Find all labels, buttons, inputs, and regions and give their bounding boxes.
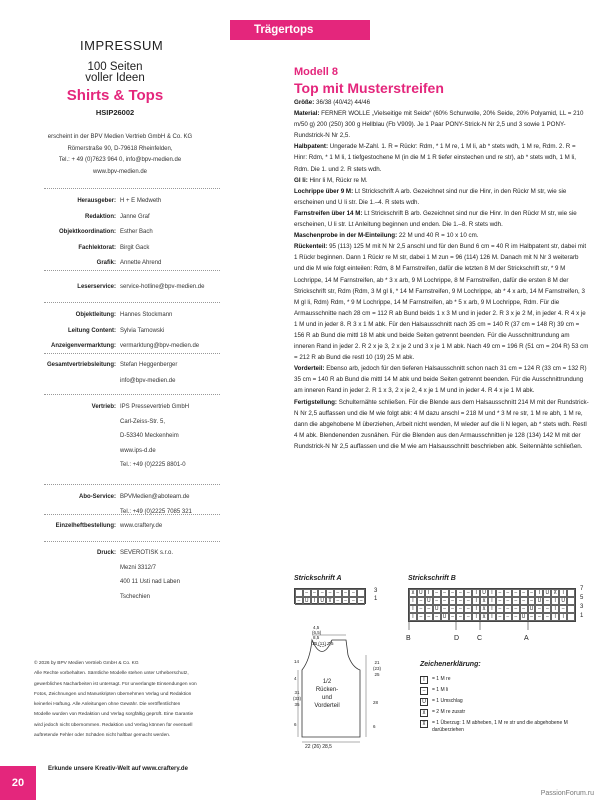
management-block [20, 310, 225, 353]
chart-cell: – [512, 597, 520, 605]
kv-row: Leitung Content: Sylvia Tarnowski [68, 327, 165, 334]
chart-cell: I [472, 605, 480, 613]
chart-cell: – [520, 605, 528, 613]
dim-top: 8,5 [313, 635, 320, 640]
chart-cell: – [528, 597, 536, 605]
einzel-block [20, 521, 225, 533]
chart-cell: U [480, 589, 488, 597]
chart-cell: – [425, 605, 433, 613]
kv-row: Druck: SEVEROTISK s.r.o. [96, 550, 174, 556]
chart-cell: – [449, 597, 457, 605]
chart-cell: – [504, 597, 512, 605]
legend-item: – = 1 M li [420, 687, 448, 695]
chart-cell: I [425, 589, 433, 597]
chart-cell: – [543, 605, 551, 613]
chart-cell: I [551, 613, 559, 621]
page-number: 20 [0, 766, 36, 800]
chart-cell: – [417, 613, 425, 621]
chart-b-row: 7 [580, 586, 584, 592]
chart-cell: – [318, 589, 326, 597]
abo-block: Abo-Service: BPVMedien@aboteam.de Tel.: +49 (0)2225 7085 321 [20, 492, 225, 518]
chart-b-marker-c: C [477, 635, 483, 642]
chart-b-marker-d: D [454, 635, 460, 642]
chart-cell: – [357, 597, 365, 605]
chart-cell: – [441, 589, 449, 597]
chart-cell: – [535, 613, 543, 621]
k2tog-symbol-icon: ⊻ [420, 709, 428, 717]
dim-right-2: 28 [373, 700, 379, 705]
kv-row: Abo-Service: BPVMedien@aboteam.de [78, 494, 190, 500]
publisher-line: erscheint in der BPV Medien Vertrieb GmbH & Co. KG [47, 134, 193, 140]
chart-cell: I [472, 613, 480, 621]
chart-cell: I [488, 605, 496, 613]
chart-cell: – [464, 613, 472, 621]
chart-cell: I [535, 589, 543, 597]
instruction-paragraph: Vorderteil: Ebenso arb, jedoch für den tieferen Halsausschnitt schon nach 31 cm = 124 R (33 cm = 132 R) 35 cm = 140 R ab Bund die mittl 14 M abk und beide Seiten getrennt beenden. Für die Ausschnittrundung am inneren Rand in jeder 2. R 1 x 3, 2 x je 2, 4 x je 1 M und in jeder 4. R 4 x je 1 M abk. [294, 365, 587, 395]
chart-cell: – [349, 597, 357, 605]
chart-cell: I [409, 597, 417, 605]
chart-cell: ⊻ [480, 597, 488, 605]
chart-cell: – [464, 597, 472, 605]
chart-a-label: Strickschrift A [294, 575, 342, 582]
chart-cell: I [488, 613, 496, 621]
headline-line-2: voller Ideen [85, 72, 145, 84]
chart-cell: – [504, 605, 512, 613]
chart-cell: – [512, 613, 520, 621]
divider [44, 484, 220, 485]
chart-b-label: Strickschrift B [408, 575, 456, 582]
chart-cell [567, 597, 575, 605]
chart-cell: – [311, 589, 319, 597]
dim-left-2: 4 [294, 676, 297, 681]
issue-heading [45, 62, 185, 117]
chart-cell [567, 589, 575, 597]
leserservice-block [20, 282, 225, 294]
chart-cell: I [472, 589, 480, 597]
chart-cell: – [456, 605, 464, 613]
chart-cell [567, 613, 575, 621]
issue-code: HSIP26002 [95, 108, 135, 117]
chart-cell: U [441, 613, 449, 621]
instruction-paragraph: Lochrippe über 9 M: Lt Strickschrift A arb. Gezeichnet sind nur die Hinr, in den Rückr M str, wie sie erscheinen und U li str. Die 1.–4. R stets wdh. [294, 187, 567, 206]
chart-cell: – [441, 605, 449, 613]
chart-cell [567, 605, 575, 613]
chart-cell: – [528, 613, 536, 621]
kv-row: Leserservice: service-hotline@bpv-medien.de [77, 284, 205, 290]
chart-cell: U [425, 597, 433, 605]
chart-cell: – [456, 597, 464, 605]
chart-cell: U [559, 597, 567, 605]
chart-a-row-1: 1 [374, 596, 378, 602]
chart-b-marker-b: B [406, 635, 411, 642]
vertrieb-block: Vertrieb: IPS Pressevertrieb GmbH Carl-Zeiss-Str. 5, D-53340 Meckenheim www.ips-d.de Tel.: +49 (0)2225 8801-0 [20, 402, 225, 472]
skp-symbol-icon: ⊼ [420, 720, 428, 728]
chart-cell: – [441, 597, 449, 605]
chart-cell: – [433, 589, 441, 597]
chart-cell: – [342, 597, 350, 605]
chart-cell: ⊼ [551, 589, 559, 597]
chart-cell: – [342, 589, 350, 597]
chart-cell: U [303, 597, 311, 605]
product-name: Shirts & Tops [66, 87, 164, 104]
legend-title: Zeichenerklärung: [420, 661, 481, 668]
chart-cell: – [496, 613, 504, 621]
chart-cell: I [472, 597, 480, 605]
chart-cell: I [409, 605, 417, 613]
publisher-info [20, 132, 220, 178]
legend-item: ⊼ = 1 Überzug: 1 M abheben, 1 M re str und die abgehobene M darüberziehen [420, 720, 590, 734]
kv-row: Redaktion: Janne Graf [84, 213, 150, 220]
dim-right-3: 6 [373, 724, 376, 729]
chart-cell: – [504, 589, 512, 597]
chart-cell: I [488, 589, 496, 597]
instruction-paragraph: Maschenprobe in der M-Einteilung: 22 M und 40 R = 10 x 10 cm. [294, 232, 479, 240]
dim-left-1: 14 [294, 659, 300, 664]
chart-cell: U [528, 605, 536, 613]
legend-item: I = 1 M re [420, 676, 450, 684]
chart-cell [295, 589, 303, 597]
kv-row: Objektleitung: Hannes Stockmann [75, 312, 173, 318]
chart-cell: – [425, 613, 433, 621]
kv-row: Grafik: Annette Ahrend [96, 260, 162, 266]
stitch-chart-a [294, 588, 366, 604]
divider [44, 394, 220, 395]
chart-cell: – [456, 613, 464, 621]
chart-cell: – [535, 605, 543, 613]
chart-cell: – [504, 613, 512, 621]
chart-b-row: 5 [580, 595, 584, 601]
chart-cell: – [520, 597, 528, 605]
craftery-link[interactable]: Erkunde unsere Kreativ-Welt auf www.craftery.de [48, 766, 188, 772]
chart-cell: U [417, 589, 425, 597]
chart-cell: I [409, 613, 417, 621]
legend-item: U = 1 Umschlag [420, 698, 463, 706]
chart-cell: I [559, 589, 567, 597]
chart-cell: – [449, 589, 457, 597]
chart-cell: – [326, 589, 334, 597]
kv-row: Fachlektorat: Birgit Gack [78, 244, 150, 251]
purl-symbol-icon: – [420, 687, 428, 695]
instruction-paragraph: Fertigstellung: Schulternähte schließen. Für die Blende aus dem Halsausschnitt 214 M mit der Rundstrick-N Nr 2,5 auffassen und die M wie folgt abk: 4 M dazu anschl = 218 M und * 3 M re str, 1 M re abh, 1 M re, dann die abgehobene M überziehen, Arbeit nicht wenden, M wieder auf die li N legen, ab * stets wdh. Restl 4 M abk. Blendenenden zusnähen. Für die Blenden aus den Armausschnitten je 128 (134) 142 M mit der Rundstrick-N Nr 2,5 auffassen und die M wie am Halsausschnitt beschrieben abk. Seitennähte schließen. [294, 398, 589, 450]
dim-left-3: 31 (33) 35 [293, 690, 302, 707]
chart-b-row: 1 [580, 613, 584, 619]
instruction-paragraph: Farnstreifen über 14 M: Lt Strickschrift B arb. Gezeichnet sind nur die Hinr. In den Rückr M str, wie sie erscheinen, U li str. Lt Anleitung beginnen und enden. Die 1.–8. R stets wdh. [294, 209, 577, 229]
chart-cell: – [559, 605, 567, 613]
chart-cell: – [520, 589, 528, 597]
divider [44, 188, 220, 189]
dim-bottom: 22 (26) 28,5 [305, 744, 332, 750]
chart-cell: I [488, 597, 496, 605]
chart-cell: – [334, 589, 342, 597]
kv-row: Anzeigenvermarktung: vermarktung@bpv-medien.de [50, 343, 200, 349]
yarn-over-symbol-icon: U [420, 698, 428, 706]
pattern-column [230, 0, 600, 800]
publisher-line: www.bpv-medien.de [92, 168, 148, 175]
chart-cell: – [512, 605, 520, 613]
kv-row: Vertrieb: IPS Pressevertrieb GmbH [91, 404, 190, 410]
chart-cell: I [559, 613, 567, 621]
pattern-instructions [294, 97, 590, 452]
chart-cell: – [464, 589, 472, 597]
gesamtvertrieb-block [20, 360, 225, 387]
publisher-line: Tel.: + 49 (0)7623 964 0, info@bpv-medien.de [58, 157, 182, 163]
chart-cell: ⊻ [409, 589, 417, 597]
instruction-paragraph: Größe: 36/38 (40/42) 44/46 [294, 99, 371, 106]
kv-row: info@bpv-medien.de [120, 377, 176, 384]
chart-cell: – [349, 589, 357, 597]
chart-cell: – [543, 597, 551, 605]
chart-cell: I [551, 605, 559, 613]
divider [44, 270, 220, 271]
chart-cell: U [433, 605, 441, 613]
chart-cell: U [535, 597, 543, 605]
chart-cell [357, 589, 365, 597]
chart-cell: – [528, 589, 536, 597]
chart-cell: U [520, 613, 528, 621]
headline-line-1: 100 Seiten [87, 61, 143, 73]
chart-cell: – [449, 605, 457, 613]
dim-top-split: 10 (11) 7,5 [312, 641, 334, 646]
instruction-paragraph: Gl li: Hinr li M, Rückr re M. [294, 176, 368, 184]
impressum-title: IMPRESSUM [80, 38, 164, 53]
chart-b-row: 3 [580, 604, 584, 610]
chart-cell: – [334, 597, 342, 605]
watermark: PassionForum.ru [540, 790, 594, 797]
chart-cell: – [496, 605, 504, 613]
chart-cell: ⊻ [480, 613, 488, 621]
chart-b-marker-a: A [524, 635, 529, 642]
chart-cell: I [551, 597, 559, 605]
kv-row: Objektkoordination: Esther Bach [59, 229, 153, 235]
dim-top: (6,5) [312, 630, 322, 635]
divider [44, 541, 220, 542]
legend-item: ⊻ = 2 M re zusstr [420, 709, 465, 717]
chart-a-row-3: 3 [374, 588, 378, 594]
kv-row: Gesamtvertriebsleitung: Stefan Heggenberger [46, 362, 178, 368]
chart-cell: – [496, 589, 504, 597]
instruction-paragraph: Rückenteil: 95 (113) 125 M mit N Nr 2,5 anschl und für den Bund 6 cm = 40 R im Halbpatent str, dabei mit 1 Rückr beginnen. Dann 1 Rückr re M str, dabei 1 M zun = 96 (114) 126 M. Danach mit N Nr 3 weiterarb und die M wie folgt einteilen: Rdm, 8 M Farnstreifen, dafür die letzten 8 M der Strickschrift str, * 9 M Lochrippe, 14 M Farnstreifen, ab * 3 x arb, 9 M Lochrippe, 8 M Farnstreifen, dafür die ersten 8 M der Strickschrift str, Rdm (Rdm, 3 M gl li, * 14 M Farnstreifen, 9 M Lochrippe, ab * 4 x arb, 14 M Farnstreifen, 3 M gl li, Rdm) Rdm, * 9 M Lochrippe, 14 M Farnstreifen, ab * 5 x arb, 9 M Lochrippe, Rdm. Für die Armausschnitte nach 28 cm = 112 R ab Bund beids 1 x 3 M und in jeder 2. R 3 x je 2 M, in jeder 4. R 4 x je 1 M und in jeder 8. R 3 x 1 M abk. Für den Halsausschnitt nach 35 cm = 140 R (37 cm = 148 R) 39 cm = 156 R ab Bund die mittl 18 M abk und beide Seiten getrennt beenden. Für die Ausschnittrundung am inneren Rand in jeder 2. R 2 x je 3, 2 x je 2 und 3 x je 1 M abk. Nach 49 cm = 196 R (51 cm = 204 R) 53 cm = 212 R ab Bund die restl 10 (19) 25 M abk. [294, 243, 589, 362]
schematic-label: 1/2 Rücken- und Vorderteil [314, 679, 340, 709]
chart-cell: – [303, 589, 311, 597]
dim-top: 4,5 [313, 625, 320, 630]
kv-row: Herausgeber: H + E Medweth [77, 198, 162, 204]
instruction-paragraph: Material: FERNER WOLLE „Vielseitige mit Seide“ (60% Schurwolle, 20% Seide, 20% Polyamid, LL = 210 m/50 g) 200 (250) 300 g Hellblau (Fb V909). Je 1 Paar PONY-Strick-N Nr 2,5 und 3 sowie 1 PONY-Rundstrick-N Nr 2,5. [294, 110, 584, 140]
chart-cell: ⊻ [480, 605, 488, 613]
model-number: Modell 8 [294, 66, 339, 78]
publisher-line: Römerstraße 90, D-79618 Rheinfelden, [67, 145, 173, 152]
chart-cell: – [417, 597, 425, 605]
chart-cell: – [449, 613, 457, 621]
chart-cell: – [433, 597, 441, 605]
dim-right-1: 21 (23) 25 [373, 660, 382, 677]
chart-cell: U [543, 589, 551, 597]
chart-cell: – [543, 613, 551, 621]
stitch-chart-b [408, 588, 576, 622]
kv-row: Einzelheftbestellung: www.craftery.de [55, 523, 163, 529]
chart-cell: – [496, 597, 504, 605]
chart-cell: U [318, 597, 326, 605]
chart-cell: – [433, 613, 441, 621]
chart-b-brackets [408, 622, 578, 636]
chart-cell: – [417, 605, 425, 613]
section-tab: Trägertops [230, 20, 370, 40]
druck-block: Druck: SEVEROTISK s.r.o. Mezni 3312/7 400 11 Usti nad Laben Tschechien [20, 548, 225, 603]
chart-cell: ⊼ [326, 597, 334, 605]
chart-cell: – [512, 589, 520, 597]
knit-symbol-icon: I [420, 676, 428, 684]
chart-cell: – [295, 597, 303, 605]
instruction-paragraph: Halbpatent: Ungerade M-Zahl. 1. R = Rückr: Rdm, * 1 M re, 1 M li, ab * stets wdh, 1 M re, Rdm. 2. R = Hinr: Rdm, * 1 M li, 1 tiefgestochene M (in die M 1 R tiefer einstechen und re str), ab * stets wdh, 1 M li, Rdm. Die 1. und 2. R stets wdh. [294, 143, 576, 173]
divider [44, 353, 220, 354]
divider [44, 302, 220, 303]
chart-cell: – [464, 605, 472, 613]
divider [44, 514, 220, 515]
dim-left-4: 6 [294, 722, 297, 727]
model-title: Top mit Musterstreifen [294, 80, 444, 96]
legal-notice: © 2026 by BPV Medien Vertrieb GmbH & Co. KG Alle Rechte vorbehalten. Sämtliche Modelle stehen unter Urheberschutz, gewerbliches Nacharbeiten ist untersagt. Für unverlangte Einsendungen von Fotos, Zeichnungen und Manuskripten übernehmen Verlag und Redaktion keinerlei Haftung. Alle Anleitungen ohne Gewähr. Die veröffentlichten Modelle wurden von Redaktion und Verlag sorgfältig geprüft. Eine Garantie wird jedoch nicht übernommen. Redaktion und Verlag können für eventuell auftretende Fehler oder Schäden nicht haftbar gemacht werden. [34, 661, 197, 739]
impressum-column [0, 0, 230, 800]
chart-cell: I [311, 597, 319, 605]
chart-cell: – [456, 589, 464, 597]
staff-block [20, 196, 225, 270]
